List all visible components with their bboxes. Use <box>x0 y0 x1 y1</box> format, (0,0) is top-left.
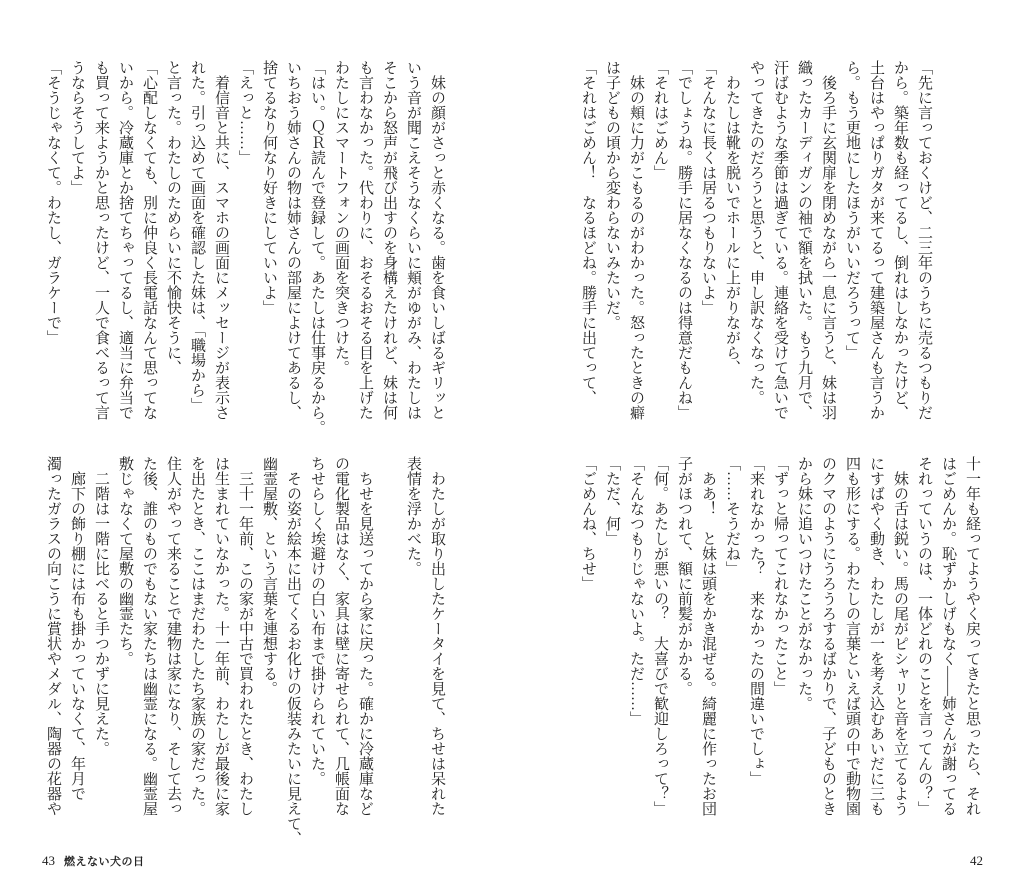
text-column: 「それはごめん」 <box>652 60 668 180</box>
text-column: 表情を浮かべた。 <box>405 456 421 576</box>
upper-tier <box>41 60 449 440</box>
text-column: やってきたのだろうと思うと、申し訳なくなった。 <box>748 60 764 405</box>
text-column: 二階は一階に比べると手つかずに見えた。 <box>93 456 109 756</box>
lower-tier <box>576 456 984 836</box>
text-column: のクマのようにうろうろするばかりで、子どものとき <box>820 456 836 816</box>
text-column: うならそうしてよ」 <box>69 60 85 195</box>
text-column: 着信音と共に、スマホの画面にメッセージが表示さ <box>213 60 229 420</box>
text-column: わたしは靴を脱いでホールに上がりながら、 <box>724 60 740 375</box>
text-column: ちせを見送ってから家に戻った。確かに冷蔵庫など <box>357 456 373 816</box>
footer <box>970 854 983 868</box>
text-column: 「ずっと帰ってこれなかったこと」 <box>772 456 788 696</box>
text-column: 「そんなに長くは居るつもりないよ」 <box>700 60 716 315</box>
text-column: その姿が絵本に出てくるお化けの仮装みたいに見えて、 <box>285 456 301 846</box>
text-column: 「えっと……」 <box>237 60 253 165</box>
text-column: 「そんなつもりじゃないよ。ただ……」 <box>628 456 644 726</box>
text-column: 妹の舌は鋭い。馬の尾がピシャリと音を立てるよう <box>892 456 908 816</box>
text-column: それっていうのは、一体どれのことを言ってんの？」 <box>916 456 932 816</box>
running-title: 燃えない犬の日 <box>64 855 145 868</box>
text-column: を出たとき、ここはまだわたしたち家族の家だった。 <box>189 456 205 816</box>
page-number: 42 <box>970 853 983 868</box>
page-42 <box>512 0 1024 889</box>
text-column: れた。引っ込めて画面を確認した妹は、「職場から」 <box>189 60 205 413</box>
text-column: いから。冷蔵庫とか捨てちゃってるし、適当に弁当で <box>117 60 133 420</box>
text-column: 「心配しなくても、別に仲良く長電話なんて思ってな <box>141 60 157 420</box>
text-column: はごめんか。恥ずかしげもなく――姉さんが謝ってる <box>940 456 956 816</box>
text-column: 「ただ、何」 <box>604 456 620 546</box>
footer <box>42 854 145 869</box>
text-column: 「先に言っておくけど、二三年のうちに売るつもりだ <box>916 60 932 420</box>
text-column: 三十一年前、この家が中古で買われたとき、わたし <box>237 456 253 816</box>
text-column: 「それはごめん！ なるほどね。勝手に出てって、 <box>580 60 596 405</box>
text-column: と言った。わたしのためらいに不愉快そうに、 <box>165 60 181 375</box>
text-column: 「何。あたしが悪いの？ 大喜びで歓迎しろって？」 <box>652 456 668 816</box>
text-column: にすばやく動き、わたしが一を考え込むあいだに三も <box>868 456 884 816</box>
text-column: 「……そうだね」 <box>724 456 740 576</box>
text-column: 四も形にする。わたしの言葉といえば頭の中で動物園 <box>844 456 860 816</box>
text-column: 汗ばむような季節は過ぎている。連絡を受けて急いで <box>772 60 788 420</box>
text-column: 後ろ手に玄関扉を閉めながら一息に言うと、妹は羽 <box>820 60 836 420</box>
text-column: ちせらしく埃避けの白い布まで掛けられていた。 <box>309 456 325 786</box>
text-column: ああ！ と妹は頭をかき混ぜる。綺麗に作ったお団 <box>700 456 716 816</box>
text-column: わたしが取り出したケータイを見て、ちせは呆れた <box>429 456 445 816</box>
text-column: 廊下の飾り棚には布も掛かっていなくて、年月で <box>69 456 85 801</box>
text-column: から妹に追いつけたことがなかった。 <box>796 456 812 711</box>
text-column: 十一年も経ってようやく戻ってきたと思ったら、それ <box>964 456 980 816</box>
text-column: 土台はやっぱりガタが来てるって建築屋さんも言うか <box>868 60 884 420</box>
blank-line <box>377 456 401 836</box>
text-column: 「来れなかった？ 来なかったの間違いでしょ」 <box>748 456 764 786</box>
text-column: 捨てるなり何なり好きにしていいよ」 <box>261 60 277 315</box>
text-column: は生まれていなかった。十一年前、わたしが最後に家 <box>213 456 229 816</box>
text-column: 濁ったガラスの向こうに賞状やメダル、陶器の花器や <box>45 456 61 816</box>
text-column: わたしにスマートフォンの画面を突きつけた。 <box>333 60 349 375</box>
text-column: 幽霊屋敷、という言葉を連想する。 <box>261 456 277 696</box>
text-column: 住人がやって来ることで建物は家になり、そして去っ <box>165 456 181 816</box>
text-column: た後、誰のものでもない家たちは幽霊になる。幽霊屋 <box>141 456 157 816</box>
text-column: 「でしょうね。勝手に居なくなるのは得意だもんね」 <box>676 60 692 420</box>
text-column: いう音が聞こえそうなくらいに頬がゆがみ、わたしは <box>405 60 421 420</box>
text-column: 子がほつれて、額に前髪がかかる。 <box>676 456 692 696</box>
text-column: から。築年数も経ってるし、倒れはしなかったけど、 <box>892 60 908 420</box>
text-column: 「ごめんね、ちせ」 <box>580 456 596 591</box>
text-column: は子どもの頃から変わらないみたいだ。 <box>604 60 620 330</box>
text-column: も買って来ようかと思ったけど、一人で食べるって言 <box>93 60 109 420</box>
text-column: 「はい。ＱＲ読んで登録して。あたしは仕事戻るから。 <box>309 60 325 435</box>
text-column: ら。もう更地にしたほうがいいだろうって」 <box>844 60 860 360</box>
text-column: 敷じゃなくて屋敷の幽霊たち。 <box>117 456 133 666</box>
text-column: も言わなかった。代わりに、おそるおそる目を上げた <box>357 60 373 420</box>
text-column: 妹の頬に力がこもるのがわかった。怒ったときの癖 <box>628 60 644 420</box>
lower-tier <box>41 456 449 846</box>
text-column: の電化製品はなく、家具は壁に寄せられて、几帳面な <box>333 456 349 816</box>
upper-tier <box>576 60 936 440</box>
text-column: 「そうじゃなくて。わたし、ガラケーで」 <box>45 60 61 345</box>
text-column: 織ったカーディガンの袖で額を拭いた。もう九月で、 <box>796 60 812 420</box>
text-column: そこから怒声が飛び出すのを身構えたけれど、妹は何 <box>381 60 397 420</box>
text-column: 妹の顔がさっと赤くなる。歯を食いしばるギリッと <box>429 60 445 420</box>
text-column: いちおう姉さんの物は姉さんの部屋によけてあるし、 <box>285 60 301 420</box>
page-number: 43 <box>42 853 55 868</box>
